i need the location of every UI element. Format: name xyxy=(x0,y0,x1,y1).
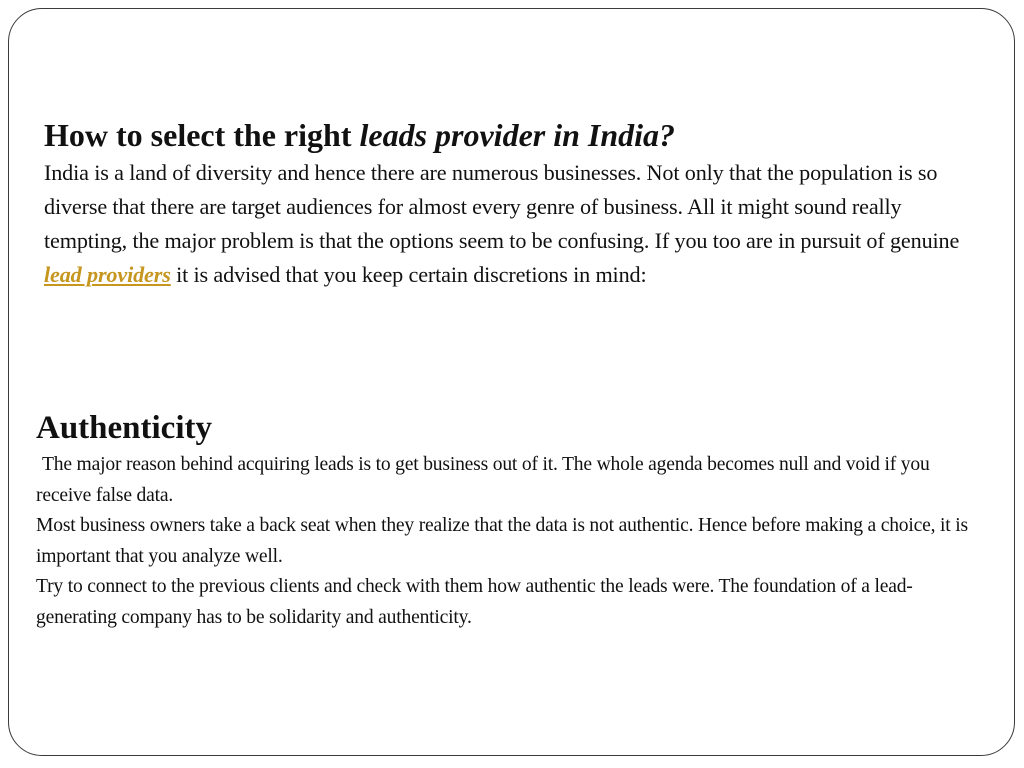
lead-providers-link[interactable]: lead providers xyxy=(44,262,171,287)
title-plain: How to select the right xyxy=(44,117,360,153)
authenticity-paragraph-1: The major reason behind acquiring leads is to get business out of it. The whole agenda becomes null and void if you receive false data. xyxy=(36,454,930,506)
authenticity-paragraph-3: Try to connect to the previous clients and check with them how authentic the leads were. The foundation of a lead-generating company has to be solidarity and authenticity. xyxy=(36,576,913,628)
intro-text-after-link: it is advised that you keep certain discretions in mind: xyxy=(170,262,647,287)
page-title xyxy=(44,114,974,156)
intro-text-before-link: India is a land of diversity and hence there are numerous businesses. Not only that the population is so diverse that there are target audiences for almost every genre of business. All it might sound really tempting, the major problem is that the options seem to be confusing. If you too are in pursuit of genuine xyxy=(44,160,960,253)
intro-paragraph xyxy=(44,156,974,292)
authenticity-paragraph-2: Most business owners take a back seat when they realize that the data is not authentic. Hence before making a choice, it is important that you analyze well. xyxy=(36,515,968,567)
authenticity-section xyxy=(36,404,976,633)
intro-section xyxy=(44,114,974,292)
title-italic: leads provider in India? xyxy=(359,117,676,153)
authenticity-heading: Authenticity xyxy=(36,410,212,446)
